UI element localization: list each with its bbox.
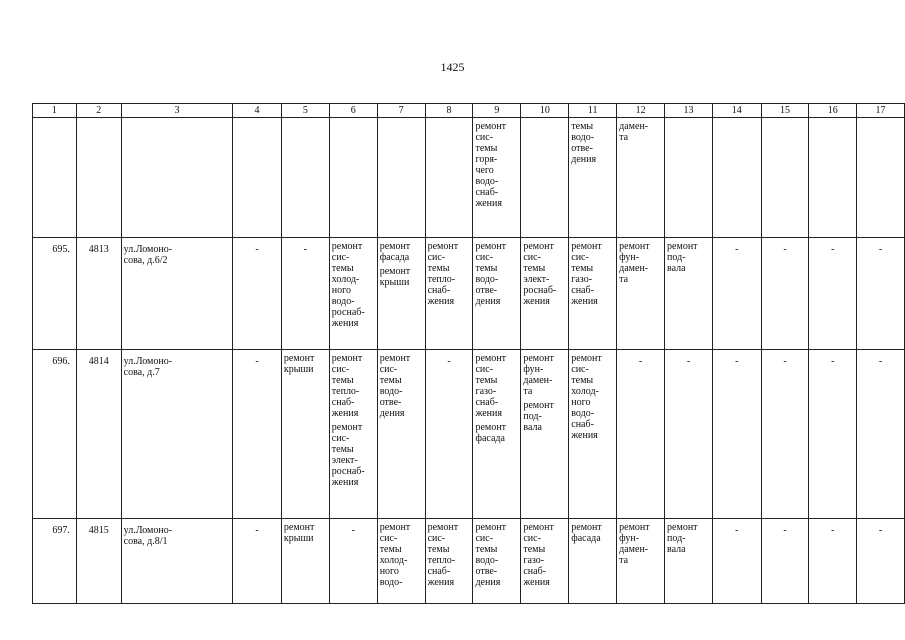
column-number-cell: 10 <box>521 104 569 118</box>
building-code-cell: 4815 <box>76 519 121 604</box>
address-line: сова, д.8/1 <box>123 536 168 547</box>
work-item <box>667 522 711 555</box>
text-line: та <box>619 555 629 566</box>
text-line: жения <box>475 408 502 419</box>
work-item <box>571 353 615 441</box>
address-line: ул.Ломоно- <box>123 525 173 536</box>
empty-dash-cell: - <box>329 519 377 604</box>
text-line: ремонт <box>331 422 363 433</box>
text-line: снаб- <box>331 397 355 408</box>
work-type-cell <box>665 519 713 604</box>
empty-dash-cell: - <box>712 238 761 350</box>
work-item <box>428 241 472 307</box>
work-type-cell <box>569 519 617 604</box>
text-line: фасада <box>475 433 505 444</box>
column-number-cell: 4 <box>233 104 282 118</box>
work-type-cell <box>281 350 329 519</box>
continuation-cell <box>857 118 905 238</box>
text-line: дамен- <box>619 263 649 274</box>
text-line: темы <box>475 263 498 274</box>
continuation-cell <box>33 118 77 238</box>
text-line: отве- <box>475 566 498 577</box>
text-line: газо- <box>475 386 497 397</box>
work-type-cell <box>329 350 377 519</box>
column-number-cell: 9 <box>473 104 521 118</box>
column-number-cell: 15 <box>761 104 809 118</box>
continuation-cell <box>121 118 233 238</box>
text-line: элект- <box>523 274 550 285</box>
text-line: ремонт <box>667 522 698 533</box>
work-type-cell <box>377 238 425 350</box>
text-line: темы <box>379 544 402 555</box>
work-item <box>523 400 567 433</box>
text-line: темы <box>379 375 402 386</box>
work-item <box>475 422 519 444</box>
column-number-row <box>33 104 905 118</box>
text-line: дения <box>379 408 405 419</box>
text-line: ремонт <box>619 241 650 252</box>
continuation-cell <box>473 118 521 238</box>
continuation-cell <box>712 118 761 238</box>
work-item <box>571 121 615 165</box>
empty-dash-cell: - <box>761 350 809 519</box>
continuation-cell <box>521 118 569 238</box>
continuation-cell <box>569 118 617 238</box>
text-line: дения <box>475 296 501 307</box>
text-line: ремонт <box>283 353 315 364</box>
text-line: фасада <box>571 533 601 544</box>
empty-dash-cell: - <box>857 238 905 350</box>
text-line: фасада <box>379 252 410 263</box>
text-line: водо- <box>475 555 499 566</box>
empty-dash-cell: - <box>665 350 713 519</box>
text-line: снаб- <box>523 566 547 577</box>
work-type-cell <box>617 519 665 604</box>
column-number-cell: 17 <box>857 104 905 118</box>
text-line: чего <box>475 165 494 176</box>
text-line: темы <box>331 263 354 274</box>
text-line: жения <box>523 577 550 588</box>
text-line: темы <box>571 121 594 132</box>
column-number-cell: 1 <box>33 104 77 118</box>
text-line: ремонт <box>283 522 315 533</box>
text-line: ремонт <box>523 522 554 533</box>
page-number: 1425 <box>440 60 465 74</box>
work-item <box>284 522 328 544</box>
text-line: ремонт <box>619 522 650 533</box>
text-line: сис- <box>331 252 350 263</box>
address-cell <box>121 519 233 604</box>
text-line: крыши <box>283 364 314 375</box>
text-line: фун- <box>619 533 640 544</box>
text-line: газо- <box>523 555 545 566</box>
text-line: та <box>523 386 533 397</box>
address-cell <box>121 238 233 350</box>
work-type-cell <box>281 519 329 604</box>
text-line: под- <box>667 533 686 544</box>
text-line: ремонт <box>523 241 554 252</box>
text-line: ремонт <box>331 353 363 364</box>
work-type-cell <box>377 519 425 604</box>
continuation-cell <box>761 118 809 238</box>
text-line: ремонт <box>523 353 554 364</box>
text-line: ного <box>331 285 351 296</box>
empty-dash-cell: - <box>761 238 809 350</box>
text-line: снаб- <box>427 566 451 577</box>
work-type-cell <box>569 350 617 519</box>
column-number-cell: 11 <box>569 104 617 118</box>
text-line: рeмонт <box>475 121 506 132</box>
address-line: ул.Ломоно- <box>123 244 173 255</box>
text-line: жения <box>523 296 550 307</box>
text-line: темы <box>331 375 354 386</box>
empty-dash-cell: - <box>281 238 329 350</box>
work-item <box>523 241 567 307</box>
text-line: фун- <box>523 364 544 375</box>
text-line: ремонт <box>571 241 602 252</box>
text-line: водо- <box>475 274 499 285</box>
continuation-cell <box>329 118 377 238</box>
text-line: жения <box>571 296 598 307</box>
work-item <box>332 422 376 488</box>
text-line: ремонт <box>571 522 602 533</box>
text-line: жения <box>331 318 359 329</box>
text-line: ремонт <box>379 241 411 252</box>
text-line: сис- <box>379 364 398 375</box>
building-row <box>33 238 905 350</box>
column-number-cell: 13 <box>665 104 713 118</box>
text-line: отве- <box>475 285 498 296</box>
text-line: ремонт <box>523 400 554 411</box>
continuation-cell <box>809 118 857 238</box>
text-line: жения <box>475 198 502 209</box>
building-row <box>33 519 905 604</box>
text-line: темы <box>523 263 546 274</box>
work-type-cell <box>617 238 665 350</box>
text-line: дения <box>475 577 501 588</box>
building-code-cell: 4814 <box>76 350 121 519</box>
text-line: ремонт <box>379 353 411 364</box>
text-line: роснаб- <box>331 307 365 318</box>
work-item <box>332 353 376 419</box>
text-line: сис- <box>571 364 589 375</box>
work-type-cell <box>521 238 569 350</box>
text-line: водо- <box>331 296 355 307</box>
empty-dash-cell: - <box>857 350 905 519</box>
text-line: снаб- <box>571 419 594 430</box>
text-line: отве- <box>571 143 593 154</box>
text-line: сис- <box>475 132 494 143</box>
work-type-cell <box>521 350 569 519</box>
text-line: снаб- <box>475 187 499 198</box>
column-number-cell: 12 <box>617 104 665 118</box>
column-number-cell: 8 <box>425 104 473 118</box>
work-item <box>332 241 376 329</box>
text-line: та <box>619 132 629 143</box>
text-line: ремонт <box>475 353 506 364</box>
text-line: ремонт <box>475 241 506 252</box>
text-line: ремонт <box>331 241 363 252</box>
work-item <box>667 241 711 274</box>
column-number-cell: 16 <box>809 104 857 118</box>
column-number-cell: 7 <box>377 104 425 118</box>
text-line: газо- <box>571 274 593 285</box>
text-line: сис- <box>427 252 446 263</box>
text-line: под- <box>523 411 542 422</box>
empty-dash-cell: - <box>425 350 473 519</box>
text-line: сис- <box>331 433 350 444</box>
text-line: вала <box>667 544 686 555</box>
work-item <box>284 353 328 375</box>
text-line: ного <box>379 566 399 577</box>
text-line: элект- <box>331 455 358 466</box>
text-line: темы <box>331 444 354 455</box>
text-line: дамен- <box>619 544 649 555</box>
text-line: снаб- <box>571 285 594 296</box>
text-line: вала <box>667 263 686 274</box>
column-number-cell: 6 <box>329 104 377 118</box>
continuation-cell <box>233 118 282 238</box>
text-line: водо- <box>571 408 595 419</box>
empty-dash-cell: - <box>233 350 282 519</box>
empty-dash-cell: - <box>617 350 665 519</box>
work-item <box>619 522 663 566</box>
text-line: сис- <box>475 364 494 375</box>
building-row <box>33 350 905 519</box>
row-number-cell: 696. <box>33 350 77 519</box>
text-line: водо- <box>379 577 403 588</box>
text-line: холод- <box>379 555 408 566</box>
work-item <box>523 522 567 588</box>
work-type-cell <box>473 350 521 519</box>
text-line: ремонт <box>379 522 411 533</box>
continuation-cell <box>425 118 473 238</box>
empty-dash-cell: - <box>761 519 809 604</box>
continuation-row <box>33 118 905 238</box>
work-item <box>380 522 424 588</box>
work-item <box>380 353 424 419</box>
address-line: ул.Ломоно- <box>123 356 173 367</box>
text-line: темы <box>427 544 450 555</box>
text-line: ремонт <box>571 353 602 364</box>
text-line: снаб- <box>475 397 499 408</box>
work-type-cell <box>521 519 569 604</box>
text-line: сис- <box>523 533 541 544</box>
work-type-cell <box>473 519 521 604</box>
work-item <box>571 522 615 544</box>
text-line: сис- <box>475 252 494 263</box>
text-line: темы <box>571 263 594 274</box>
text-line: сис- <box>571 252 589 263</box>
row-number-cell: 697. <box>33 519 77 604</box>
text-line: ремонт <box>475 422 506 433</box>
text-line: крыши <box>283 533 314 544</box>
empty-dash-cell: - <box>233 238 282 350</box>
text-line: холод- <box>331 274 360 285</box>
address-line: сова, д.6/2 <box>123 255 168 266</box>
work-item <box>523 353 567 397</box>
work-item <box>619 121 663 143</box>
work-type-cell <box>473 238 521 350</box>
continuation-cell <box>617 118 665 238</box>
text-line: жения <box>427 296 455 307</box>
text-line: ремонт <box>379 266 411 277</box>
empty-dash-cell: - <box>809 519 857 604</box>
text-line: водо- <box>571 132 595 143</box>
text-line: жения <box>571 430 598 441</box>
text-line: дамен- <box>523 375 553 386</box>
column-number-cell: 2 <box>76 104 121 118</box>
work-item <box>571 241 615 307</box>
text-line: ремонт <box>475 522 506 533</box>
text-line: жения <box>331 408 359 419</box>
work-item <box>380 241 424 263</box>
text-line: дамен- <box>619 121 649 132</box>
column-number-cell: 5 <box>281 104 329 118</box>
continuation-cell <box>377 118 425 238</box>
text-line: сис- <box>427 533 446 544</box>
empty-dash-cell: - <box>233 519 282 604</box>
text-line: жения <box>331 477 359 488</box>
work-item <box>619 241 663 285</box>
empty-dash-cell: - <box>809 238 857 350</box>
text-line: темы <box>475 143 498 154</box>
work-item <box>428 522 472 588</box>
work-type-cell <box>377 350 425 519</box>
text-line: фун- <box>619 252 640 263</box>
text-line: сис- <box>475 533 494 544</box>
text-line: отве- <box>379 397 402 408</box>
empty-dash-cell: - <box>712 350 761 519</box>
text-line: водо- <box>379 386 403 397</box>
text-line: ного <box>571 397 591 408</box>
continuation-cell <box>665 118 713 238</box>
text-line: тепло- <box>427 274 456 285</box>
work-item <box>475 121 519 209</box>
text-line: роснаб- <box>331 466 365 477</box>
text-line: сис- <box>379 533 398 544</box>
address-line: сова, д.7 <box>123 367 160 378</box>
work-item <box>475 522 519 588</box>
work-item <box>475 353 519 419</box>
text-line: ремонт <box>427 522 459 533</box>
work-type-cell <box>425 519 473 604</box>
empty-dash-cell: - <box>809 350 857 519</box>
text-line: ремонт <box>427 241 459 252</box>
text-line: вала <box>523 422 542 433</box>
text-line: горя- <box>475 154 498 165</box>
text-line: крыши <box>379 277 410 288</box>
text-line: сис- <box>523 252 541 263</box>
continuation-cell <box>76 118 121 238</box>
work-item <box>380 266 424 288</box>
row-number-cell: 695. <box>33 238 77 350</box>
text-line: дения <box>571 154 597 165</box>
text-line: темы <box>523 544 546 555</box>
text-line: та <box>619 274 629 285</box>
text-line: темы <box>571 375 594 386</box>
work-type-cell <box>425 238 473 350</box>
address-cell <box>121 350 233 519</box>
empty-dash-cell: - <box>857 519 905 604</box>
text-line: сис- <box>331 364 350 375</box>
text-line: ремонт <box>667 241 698 252</box>
work-item <box>475 241 519 307</box>
work-type-cell <box>569 238 617 350</box>
text-line: темы <box>475 375 498 386</box>
work-type-cell <box>665 238 713 350</box>
column-number-cell: 14 <box>712 104 761 118</box>
text-line: жения <box>427 577 455 588</box>
empty-dash-cell: - <box>712 519 761 604</box>
text-line: тепло- <box>427 555 456 566</box>
text-line: холод- <box>571 386 599 397</box>
text-line: темы <box>475 544 498 555</box>
work-registry-table <box>32 103 905 604</box>
work-type-cell <box>329 238 377 350</box>
text-line: снаб- <box>427 285 451 296</box>
continuation-cell <box>281 118 329 238</box>
column-number-cell: 3 <box>121 104 233 118</box>
text-line: водо- <box>475 176 499 187</box>
text-line: темы <box>427 263 450 274</box>
text-line: тепло- <box>331 386 360 397</box>
text-line: роснаб- <box>523 285 557 296</box>
text-line: под- <box>667 252 686 263</box>
building-code-cell: 4813 <box>76 238 121 350</box>
